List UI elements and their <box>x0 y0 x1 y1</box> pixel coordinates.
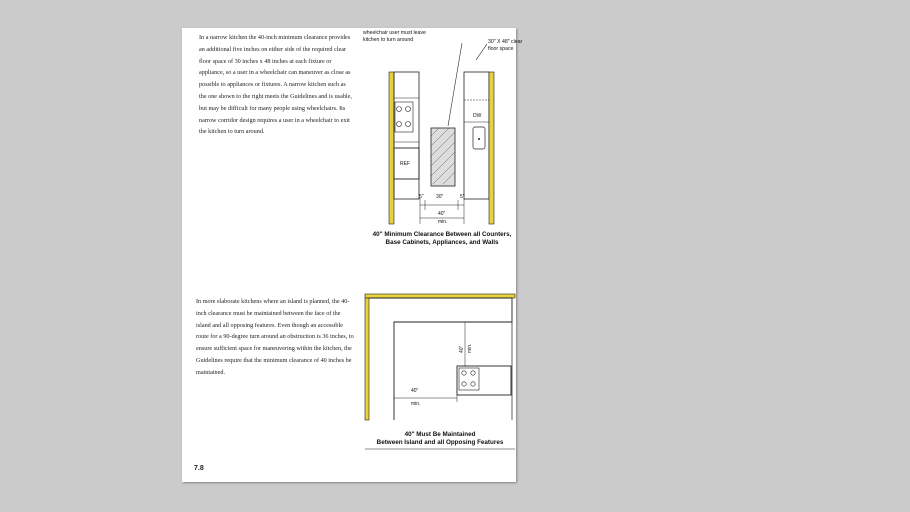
paragraph-narrow-kitchen: In a narrow kitchen the 40-inch minimum clearance provides an additional five inches on either side of the required clear floor space of 30 inches x 48 inches at each fixture or appliance, so a user in a wheelchair can maneuver as close as possible to appliances or fixtures. A narrow kitchen such as the one shown to the right meets the Guidelines and is usable, but may be difficult for many people using wheelchairs. Its narrow corridor design requires a user in a wheelchair to exit the kitchen to turn around. <box>199 34 352 136</box>
burner <box>462 382 466 386</box>
document-page <box>182 28 523 482</box>
dim-min: min. <box>438 219 448 225</box>
dim-vertical: 40" <box>459 345 465 353</box>
dim-5-left: 5" <box>419 194 424 200</box>
dim-30: 30" <box>436 194 444 200</box>
left-wall-hatch <box>365 298 369 420</box>
figure-2-caption <box>365 431 515 447</box>
dim-5-right: 5" <box>460 194 465 200</box>
dim-vertical-min: min. <box>467 343 473 353</box>
figure-2-caption-line1: 40" Must Be Maintained <box>404 431 476 438</box>
island <box>457 366 511 395</box>
top-wall-hatch <box>365 294 515 298</box>
island-cooktop <box>459 368 479 390</box>
burner <box>471 382 475 386</box>
l-counter <box>369 298 512 420</box>
burner <box>471 371 475 375</box>
figure-2-caption-line2: Between Island and all Opposing Features <box>376 439 504 446</box>
burner <box>462 371 466 375</box>
page-number: 7.8 <box>194 465 204 472</box>
island-kitchen-plan <box>182 28 516 482</box>
dim-40: 40" <box>438 211 446 217</box>
figure-1-caption-line1: 40" Minimum Clearance Between all Counters, <box>372 231 512 238</box>
clear-floor-note: 30" X 48" clear floor space <box>488 39 523 52</box>
dim-horizontal: 40" <box>411 388 419 394</box>
wheelchair-note: wheelchair user must leave kitchen to turn around <box>363 30 426 43</box>
paragraph-island-kitchen: In more elaborate kitchens where an island is planned, the 40-inch clearance must be maintained between the face of the island and all opposing features. Even though an accessible route for a 90-degree turn around an obstruction is 36 inches, to ensure sufficient space for maneuvering within the kitchen, the Guidelines require that the minimum clearance of 40 inches be maintained. <box>196 298 354 376</box>
dw-label: DW <box>473 113 482 119</box>
dim-horizontal-min: min. <box>411 401 421 407</box>
ref-label: REF <box>400 161 410 167</box>
figure-1-caption-line2: Base Cabinets, Appliances, and Walls <box>385 239 499 246</box>
